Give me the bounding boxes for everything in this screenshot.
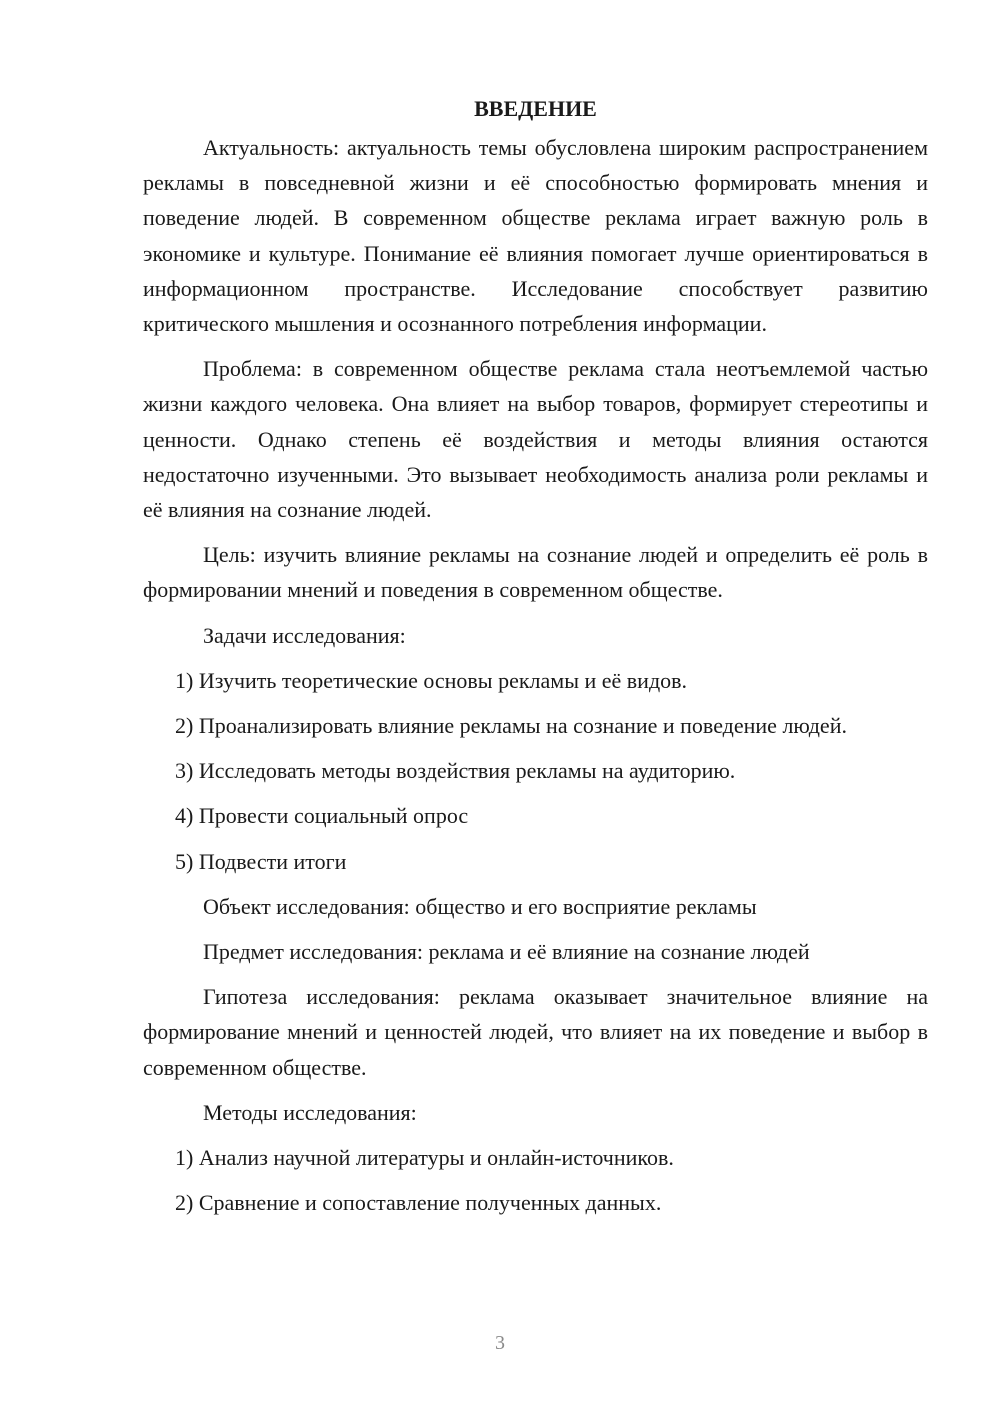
relevance-paragraph: Актуальность: актуальность темы обусловлена широким распространением рекламы в повседневной жизни и её способностью формировать мнения и поведение людей. В современном обществе реклама играет важную роль в экономике и культуре. Понимание её влияния помогает лучше ориентироваться в информационном пространстве. Исследование способствует развитию критического мышления и осознанного потребления информации. — [143, 135, 928, 337]
method-item: 1) Анализ научной литературы и онлайн-источников. — [175, 1145, 674, 1171]
tasks-heading: Задачи исследования: — [203, 622, 406, 648]
hypothesis-paragraph: Гипотеза исследования: реклама оказывает значительное влияние на формирование мнений и ценностей людей, что влияет на их поведение и выбор в современном обществе. — [143, 984, 928, 1080]
task-item: 3) Исследовать методы воздействия рекламы на аудиторию. — [175, 758, 736, 784]
methods-heading: Методы исследования: — [203, 1099, 417, 1125]
goal-paragraph: Цель: изучить влияние рекламы на сознание людей и определить её роль в формировании мнений и поведения в современном обществе. — [143, 542, 928, 603]
page-number: 3 — [495, 1332, 505, 1354]
subject-paragraph: Предмет исследования: реклама и её влияние на сознание людей — [203, 939, 810, 965]
problem-paragraph: Проблема: в современном обществе реклама стала неотъемлемой частью жизни каждого человека. Она влияет на выбор товаров, формирует стереотипы и ценности. Однако степень её воздействия и методы влияния остаются недостаточно изученными. Это вызывает необходимость анализа роли рекламы и её влияния на сознание людей. — [143, 356, 928, 523]
document-page — [143, 94, 928, 1230]
page-title: ВВЕДЕНИЕ — [474, 96, 597, 121]
task-item: 2) Проанализировать влияние рекламы на сознание и поведение людей. — [175, 713, 847, 739]
task-item: 1) Изучить теоретические основы рекламы и её видов. — [175, 667, 688, 693]
task-item: 4) Провести социальный опрос — [175, 803, 469, 829]
task-item: 5) Подвести итоги — [175, 848, 347, 874]
object-paragraph: Объект исследования: общество и его восприятие рекламы — [203, 893, 757, 919]
method-item: 2) Сравнение и сопоставление полученных данных. — [175, 1190, 662, 1216]
